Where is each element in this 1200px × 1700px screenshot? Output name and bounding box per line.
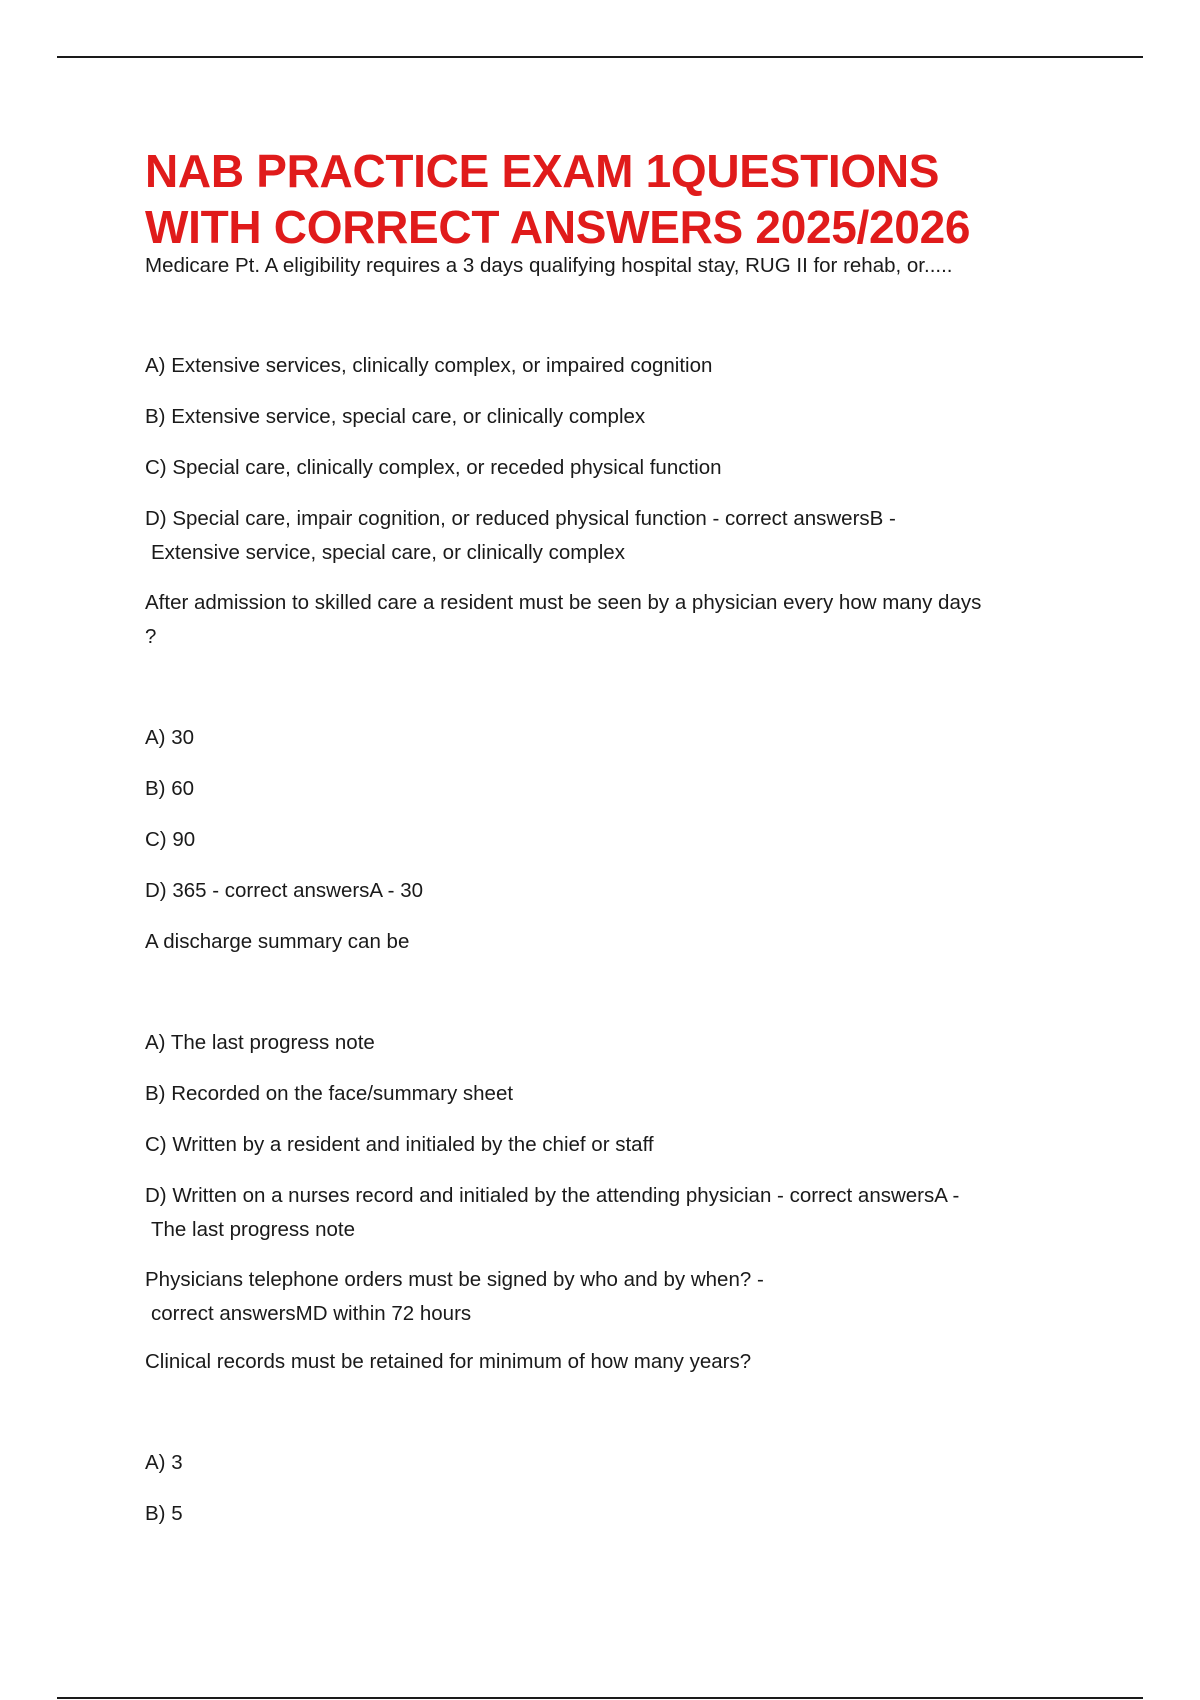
question-1-option-a: A) Extensive services, clinically complex, or impaired cognition <box>145 354 713 377</box>
question-4-answer: correct answersMD within 72 hours <box>151 1302 472 1325</box>
document-title <box>145 143 1065 255</box>
question-2-option-a: A) 30 <box>145 726 194 749</box>
top-rule <box>57 56 1143 58</box>
question-3-option-d: D) Written on a nurses record and initialed by the attending physician - correct answersA - <box>145 1184 960 1207</box>
question-2-option-c: C) 90 <box>145 828 196 851</box>
question-5-option-b: B) 5 <box>145 1502 183 1525</box>
question-1-option-c: C) Special care, clinically complex, or receded physical function <box>145 456 722 479</box>
document-page <box>145 143 1065 1531</box>
title-line-2: WITH CORRECT ANSWERS 2025/2026 <box>145 201 971 253</box>
question-5-text: Clinical records must be retained for minimum of how many years? <box>145 1350 752 1373</box>
question-2-option-b: B) 60 <box>145 777 194 800</box>
question-2-option-d: D) 365 - correct answersA - 30 <box>145 879 423 902</box>
bottom-rule <box>57 1697 1143 1699</box>
question-4-text: Physicians telephone orders must be signed by who and by when? - <box>145 1268 764 1291</box>
question-3-option-a: A) The last progress note <box>145 1031 375 1054</box>
question-2-text-continuation: ? <box>145 625 157 648</box>
question-1-text: Medicare Pt. A eligibility requires a 3 days qualifying hospital stay, RUG II for rehab, or..... <box>145 254 953 277</box>
question-3-answer-continuation: The last progress note <box>151 1218 355 1241</box>
question-3-option-c: C) Written by a resident and initialed by the chief or staff <box>145 1133 654 1156</box>
title-line-1: NAB PRACTICE EXAM 1QUESTIONS <box>145 145 940 197</box>
question-2-text: After admission to skilled care a resident must be seen by a physician every how many days <box>145 591 982 614</box>
question-5-option-a: A) 3 <box>145 1451 183 1474</box>
question-3-text: A discharge summary can be <box>145 930 410 953</box>
question-3-option-b: B) Recorded on the face/summary sheet <box>145 1082 514 1105</box>
question-1-answer-continuation: Extensive service, special care, or clinically complex <box>151 541 625 564</box>
question-1-option-b: B) Extensive service, special care, or clinically complex <box>145 405 646 428</box>
question-1-option-d: D) Special care, impair cognition, or reduced physical function - correct answersB - <box>145 507 896 530</box>
